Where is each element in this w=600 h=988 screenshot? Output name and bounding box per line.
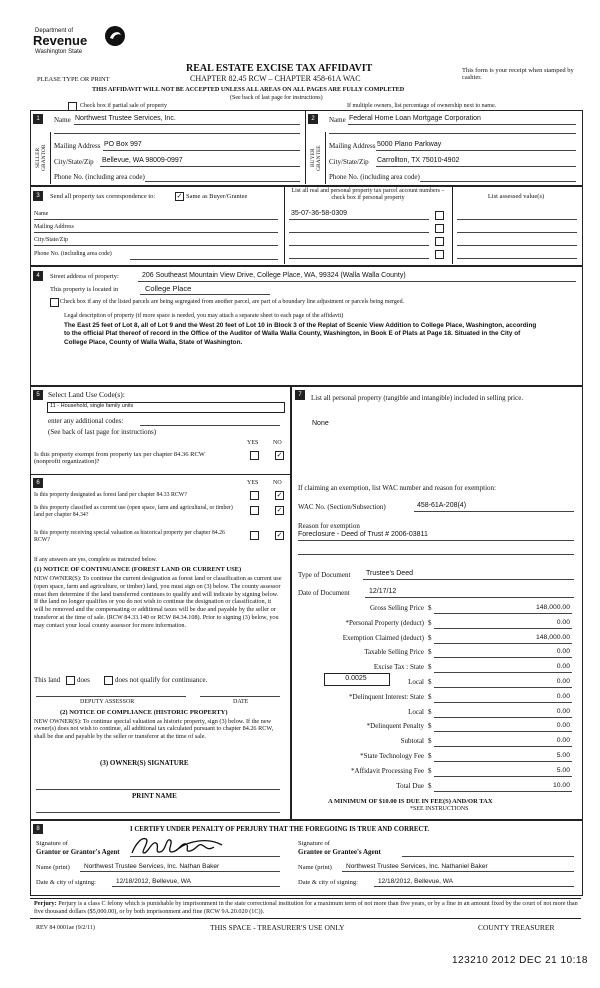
multiple-owners-note: If multiple owners, list percentage of ownership next to name. bbox=[347, 103, 497, 109]
no-header-5: NO bbox=[273, 440, 282, 446]
historic-no-checkbox[interactable]: ✓ bbox=[276, 531, 283, 539]
grantee-date-label: Date & city of signing: bbox=[298, 879, 358, 886]
date-label-6: DATE bbox=[233, 699, 249, 705]
ledger-currency: $ bbox=[428, 648, 432, 657]
see-back-note: (See back of last page for instructions) bbox=[230, 95, 323, 101]
section-3-number: 3 bbox=[33, 191, 43, 201]
yes-header-5: YES bbox=[247, 440, 259, 446]
does-checkbox[interactable] bbox=[66, 676, 75, 685]
buyer-side-label: BUYER GRANTEE bbox=[310, 145, 322, 171]
seller-name-label: Name bbox=[54, 116, 71, 124]
buyer-name[interactable]: Federal Home Loan Mortgage Corporation bbox=[349, 115, 481, 122]
corr-mailing-label: Mailing Address bbox=[34, 224, 74, 230]
parcel-personal-checkbox-2[interactable] bbox=[435, 224, 444, 233]
ledger-value[interactable]: 0.00 bbox=[556, 692, 570, 700]
seller-name[interactable]: Northwest Trustee Services, Inc. bbox=[75, 115, 176, 122]
forest-no-checkbox[interactable]: ✓ bbox=[276, 491, 283, 499]
section-4-number: 4 bbox=[33, 271, 43, 281]
ledger-currency: $ bbox=[428, 663, 432, 672]
personal-property-value[interactable]: None bbox=[312, 420, 329, 427]
minimum-fee-note: A MINIMUM OF $10.00 IS DUE IN FEE(S) AND/OR TAX bbox=[328, 798, 493, 805]
same-as-buyer-checkbox[interactable]: ✓ bbox=[176, 192, 183, 200]
perjury-label: Perjury: bbox=[34, 900, 57, 907]
section-2-number: 2 bbox=[308, 114, 318, 124]
grantor-name-label: Name (print) bbox=[36, 864, 70, 871]
logo-swirl-icon bbox=[103, 24, 127, 48]
ledger-label: *State Technology Fee bbox=[360, 752, 424, 760]
logo-dept-line1: Department of bbox=[35, 28, 74, 34]
wac-number[interactable]: 458-61A-208(4) bbox=[417, 502, 467, 509]
treasurer-space-label: THIS SPACE - TREASURER'S USE ONLY bbox=[210, 923, 345, 932]
ledger-label: *Affidavit Processing Fee bbox=[351, 766, 424, 775]
ledger-value[interactable]: 0.00 bbox=[556, 663, 570, 671]
perjury-warning bbox=[34, 900, 579, 915]
buyer-city[interactable]: Carrollton, TX 75010-4902 bbox=[377, 157, 460, 164]
ledger-currency: $ bbox=[428, 781, 432, 790]
grantor-sig-of: Signature of bbox=[36, 840, 68, 847]
parcel-number[interactable]: 35-07-36-58-0309 bbox=[291, 210, 348, 217]
perjury-text: Perjury is a class C felony which is punishable by imprisonment in the state correctional institution for a maximum term of not more than five years, or by a fine in an amount fixed by the court of not more than five thousand dollars ($5,000.00), or by both imprisonment and fine (RCW 9A.20.020 (1C)). bbox=[34, 900, 578, 915]
assessed-header: List assessed value(s) bbox=[487, 193, 545, 200]
doc-date-value[interactable]: 12/17/12 bbox=[369, 588, 397, 595]
ledger-row bbox=[298, 634, 576, 646]
ledger-currency: $ bbox=[428, 692, 432, 701]
buyer-phone-label: Phone No. (including area code) bbox=[329, 173, 420, 181]
wac-label: WAC No. (Section/Subsection) bbox=[298, 503, 386, 511]
grantor-name[interactable]: Northwest Trustee Services, Inc. Nathan Baker bbox=[84, 863, 220, 870]
ledger-label: Gross Selling Price bbox=[369, 604, 424, 612]
ledger-label: Taxable Selling Price bbox=[364, 648, 424, 657]
section-1-number: 1 bbox=[33, 114, 43, 124]
ledger-row bbox=[298, 737, 576, 749]
ledger-label: *Delinquent Penalty bbox=[366, 722, 424, 731]
ledger-value[interactable]: 0.00 bbox=[556, 618, 570, 626]
ledger-row bbox=[298, 708, 576, 720]
forest-yes-checkbox[interactable] bbox=[250, 491, 259, 500]
see-instructions-note: *SEE INSTRUCTIONS bbox=[410, 806, 469, 812]
seller-mailing-label: Mailing Address bbox=[54, 142, 101, 150]
please-type: PLEASE TYPE OR PRINT bbox=[37, 76, 110, 83]
ledger-row bbox=[298, 604, 576, 616]
compliance-text: NEW OWNER(S): To continue special valuation as historic property, sign (3) below. If the new owner(s) does not wish to continue, all additional tax calculated pursuant to chapter 84.26 RCW, shall be due and payable by the seller or transferor at the time of sale. bbox=[34, 718, 274, 740]
ledger-label: Total Due bbox=[396, 781, 424, 790]
buyer-mailing-label: Mailing Address bbox=[329, 142, 376, 150]
grantor-date-label: Date & city of signing: bbox=[36, 879, 96, 886]
corr-phone-label: Phone No. (including area code) bbox=[34, 251, 112, 257]
grantor-agent-label: Grantor or Grantor's Agent bbox=[36, 848, 120, 856]
seller-city-label: City/State/Zip bbox=[54, 158, 94, 166]
street-label: Street address of property: bbox=[50, 273, 119, 280]
not-accepted-notice: THIS AFFIDAVIT WILL NOT BE ACCEPTED UNLESS ALL AREAS ON ALL PAGES ARE FULLY COMPLETED bbox=[92, 86, 405, 93]
form-chapter: CHAPTER 82.45 RCW – CHAPTER 458-61A WAC bbox=[190, 74, 361, 83]
doc-date-label: Date of Document bbox=[298, 589, 350, 597]
corr-city-label: City/State/Zip bbox=[34, 237, 68, 243]
deputy-assessor-label: DEPUTY ASSESSOR bbox=[80, 699, 135, 705]
ledger-value[interactable]: 5.00 bbox=[556, 766, 570, 774]
section-6-number: 6 bbox=[33, 478, 43, 488]
reason-value[interactable]: Foreclosure - Deed of Trust # 2006-03811 bbox=[298, 531, 428, 538]
grantee-sig-of: Signature of bbox=[298, 840, 330, 847]
ledger-value[interactable]: 5.00 bbox=[556, 752, 570, 759]
land-use-value: 11 - Household, single family units bbox=[50, 403, 134, 409]
does-not-checkbox[interactable] bbox=[104, 676, 113, 685]
current-use-yes-checkbox[interactable] bbox=[250, 506, 259, 515]
ledger-value[interactable]: 10.00 bbox=[552, 781, 570, 789]
ledger-value[interactable]: 0.00 bbox=[556, 707, 570, 715]
ledger-value[interactable]: 148,000.00 bbox=[535, 604, 570, 611]
recording-stamp: 123210 2012 DEC 21 10:18 bbox=[452, 955, 588, 966]
logo-dept-line2: Revenue bbox=[33, 33, 88, 48]
corr-name-label: Name bbox=[34, 211, 49, 217]
ledger-label: *Delinquent Interest: State bbox=[348, 692, 424, 701]
county-treasurer-label: COUNTY TREASURER bbox=[478, 923, 555, 932]
owner-signature-label: (3) OWNER(S) SIGNATURE bbox=[100, 759, 189, 767]
partial-sale-label: Check box if partial sale of property bbox=[80, 103, 167, 109]
personal-property-label: List all personal property (tangible and intangible) included in selling price. bbox=[311, 394, 524, 402]
ledger-value[interactable]: 148,000.00 bbox=[535, 633, 570, 641]
exemption-label: If claiming an exemption, list WAC number and reason for exemption: bbox=[298, 484, 496, 492]
continuance-text: NEW OWNER(S): To continue the current designation as forest land or classification as current use (open space, farm and agriculture, or timber) land, you must sign on (3) below. The county assessor must then determine if the land transferred continues to qualify and will indicate by signing below. If the land no longer qualifies or you do not wish to continue the designation or classification, it will be removed and the compensating or additional taxes will be due and payable by the seller or transferor at the time of sale. (RCW 84.33.140 or RCW 84.34.108). Prior to signing (3) below, you may contact your local county assessor for more information. bbox=[34, 575, 282, 629]
grantor-date[interactable]: 12/18/2012, Bellevue, WA bbox=[116, 878, 191, 885]
ledger-currency: $ bbox=[428, 633, 432, 642]
form-title: REAL ESTATE EXCISE TAX AFFIDAVIT bbox=[186, 63, 373, 74]
exempt-yes-checkbox[interactable] bbox=[250, 451, 259, 460]
land-use-label: Select Land Use Code(s): bbox=[48, 390, 125, 399]
ledger-row bbox=[298, 782, 576, 794]
compliance-title: (2) NOTICE OF COMPLIANCE (HISTORIC PROPERTY) bbox=[60, 709, 228, 716]
legal-description[interactable]: The East 25 feet of Lot 8, all of Lot 9 and the West 20 feet of Lot 10 in Block 3 of the Replat of Scenic View Addition to College Place, Washington, according to the official Plat thereof of record in the Office of the Auditor of Walla Walla County, Washington, in Book E of Plats at Page 18. Situated in the City of College Place, County of Walla Walla, State of Washington. bbox=[64, 322, 537, 346]
seller-side-label: SELLER GRANTOR bbox=[35, 144, 47, 172]
doc-type-value[interactable]: Trustee's Deed bbox=[366, 570, 413, 577]
ledger-label: Local bbox=[408, 678, 424, 686]
yes-header-6: YES bbox=[247, 480, 259, 486]
see-back-5: (See back of last page for instructions) bbox=[48, 428, 157, 436]
ledger-currency: $ bbox=[428, 737, 432, 746]
section-5-number: 5 bbox=[33, 390, 43, 400]
if-yes-note: If any answers are yes, complete as instructed below. bbox=[34, 557, 157, 563]
print-name-label: PRINT NAME bbox=[132, 792, 177, 800]
ledger-label: *Personal Property (deduct) bbox=[345, 618, 424, 627]
historic-question: Is this property receiving special valuation as historical property per chapter 84.26 RCW? bbox=[34, 530, 225, 543]
segregated-label: Check box if any of the listed parcels are being segregated from another parcel, are part of a boundary line adjustment or parcels being merged. bbox=[60, 299, 405, 305]
ledger-value[interactable]: 0.00 bbox=[556, 678, 570, 685]
continuance-title: (1) NOTICE OF CONTINUANCE (FOREST LAND OR CURRENT USE) bbox=[34, 566, 242, 573]
ledger-row bbox=[298, 767, 576, 779]
section-7-number: 7 bbox=[295, 390, 305, 400]
ledger-label: Subtotal bbox=[400, 737, 424, 746]
local-rate-value: 0.0025 bbox=[345, 675, 367, 682]
same-as-buyer-label: Same as Buyer/Grantee bbox=[186, 193, 248, 200]
segregated-checkbox[interactable] bbox=[50, 298, 59, 307]
buyer-mailing[interactable]: 5000 Plano Parkway bbox=[377, 141, 442, 148]
ledger-currency: $ bbox=[428, 722, 432, 731]
seller-mailing[interactable]: PO Box 997 bbox=[104, 141, 142, 148]
doc-type-label: Type of Document bbox=[298, 571, 351, 579]
additional-codes-label: enter any additional codes: bbox=[48, 417, 124, 425]
current-use-question: Is this property classified as current use (open space, farm and agricultural, or timber) land per chapter 84.34? bbox=[34, 505, 233, 518]
ledger-label: Exemption Claimed (deduct) bbox=[342, 633, 424, 642]
ledger-value[interactable]: 0.00 bbox=[556, 722, 570, 730]
ledger-label: Excise Tax : State bbox=[373, 663, 424, 672]
ledger-row bbox=[298, 722, 576, 734]
this-land-label: This land bbox=[34, 676, 61, 684]
ledger-currency: $ bbox=[428, 752, 432, 760]
reason-label: Reason for exemption bbox=[298, 522, 360, 530]
ledger-currency: $ bbox=[428, 678, 432, 686]
buyer-name-label: Name bbox=[329, 116, 346, 124]
logo-dept-line3: Washington State bbox=[35, 49, 83, 55]
ledger-value[interactable]: 0.00 bbox=[556, 737, 570, 745]
seller-city[interactable]: Bellevue, WA 98009-0997 bbox=[102, 157, 183, 164]
exempt-no-checkbox[interactable]: ✓ bbox=[276, 451, 283, 459]
ledger-row bbox=[298, 619, 576, 631]
ledger-currency: $ bbox=[428, 618, 432, 627]
perjury-certification: I CERTIFY UNDER PENALTY OF PERJURY THAT THE FOREGOING IS TRUE AND CORRECT. bbox=[130, 826, 430, 833]
grantor-signature bbox=[128, 829, 258, 861]
seller-phone-label: Phone No. (including area code) bbox=[54, 173, 145, 181]
grantee-name[interactable]: Northwest Trustee Services, Inc. Nathaniel Baker bbox=[346, 863, 488, 870]
street-address[interactable]: 206 Southeast Mountain View Drive, College Place, WA, 99324 (Walla Walla County) bbox=[142, 272, 406, 279]
ledger-currency: $ bbox=[428, 707, 432, 716]
rev-number: REV 84 0001ae (9/2/11) bbox=[36, 925, 95, 931]
parcel-header: List all real and personal property tax parcel account numbers – check box if personal property bbox=[291, 188, 445, 201]
ledger-currency: $ bbox=[428, 604, 432, 612]
parcel-personal-checkbox-1[interactable] bbox=[435, 211, 444, 220]
does-not-label: does not qualify for continuance. bbox=[115, 676, 208, 684]
dor-logo bbox=[33, 28, 128, 66]
exempt-question: Is this property exempt from property tax per chapter 84.36 RCW (nonprofit organization)? bbox=[34, 451, 205, 466]
forest-question: Is this property designated as forest land per chapter 84.33 RCW? bbox=[34, 492, 187, 498]
ledger-row bbox=[298, 648, 576, 660]
send-correspondence-label: Send all property tax correspondence to: bbox=[50, 193, 156, 200]
ledger-row bbox=[298, 693, 576, 705]
grantee-date[interactable]: 12/18/2012, Bellevue, WA bbox=[378, 878, 453, 885]
tax-ledger bbox=[298, 602, 576, 802]
grantee-name-label: Name (print) bbox=[298, 864, 332, 871]
located-label: This property is located in bbox=[50, 286, 119, 293]
receipt-note: This form is your receipt when stamped by cashier. bbox=[462, 67, 574, 82]
legal-label: Legal description of property (if more space is needed, you may attach a separate sheet to each page of the affidavit) bbox=[64, 313, 344, 319]
buyer-city-label: City/State/Zip bbox=[329, 158, 369, 166]
no-header-6: NO bbox=[273, 480, 282, 486]
historic-yes-checkbox[interactable] bbox=[250, 531, 259, 540]
ledger-currency: $ bbox=[428, 766, 432, 775]
section-8-number: 8 bbox=[33, 824, 43, 834]
parcel-personal-checkbox-4[interactable] bbox=[435, 250, 444, 259]
current-use-no-checkbox[interactable]: ✓ bbox=[276, 506, 283, 514]
ledger-row bbox=[298, 752, 576, 764]
ledger-label: Local bbox=[408, 707, 424, 716]
ledger-value[interactable]: 0.00 bbox=[556, 648, 570, 656]
located-city[interactable]: College Place bbox=[145, 284, 192, 293]
does-label: does bbox=[77, 676, 90, 684]
grantee-agent-label: Grantee or Grantee's Agent bbox=[298, 848, 381, 856]
parcel-personal-checkbox-3[interactable] bbox=[435, 237, 444, 246]
